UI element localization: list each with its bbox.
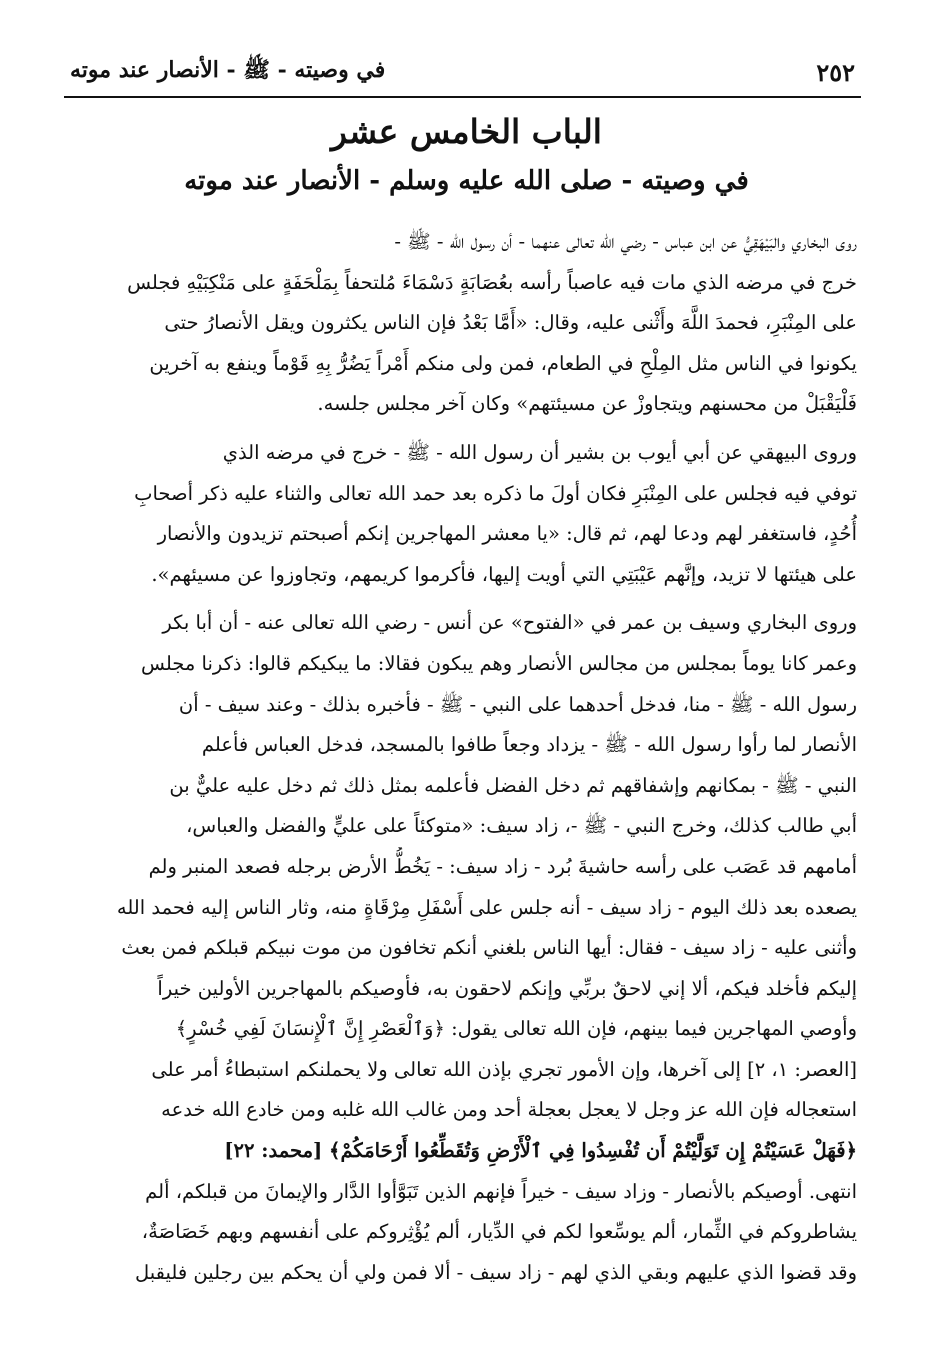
chapter-title: الباب الخامس عشر xyxy=(331,112,602,151)
paragraph-1 xyxy=(68,222,857,425)
text-line: [العصر: ١، ٢] إلى آخرها، وإن الأمور تجري بإذن الله تعالى ولا يحملنكم استبطاءُ أمر على xyxy=(151,1057,857,1081)
paragraph-3 xyxy=(68,603,857,1293)
text-line: وروى البيهقي عن أبي أيوب بن بشير أن رسول الله - ﷺ - خرج في مرضه الذي xyxy=(222,440,857,464)
text-line: النبي - ﷺ - بمكانهم وإشفاقهم ثم دخل الفضل فأعلمه بمثل ذلك ثم دخل عليه عليٌّ بن xyxy=(169,773,857,797)
text-line: على هيئتها لا تزيد، وإنَّهم عَيْبَتِي التي أويت إليها، فأكرموا كريمهم، وتجاوزوا عن مسيئهم». xyxy=(151,562,857,586)
text-line: فَلْيَقْبَلْ من محسنهم ويتجاوزْ عن مسيئتهم» وكان آخر مجلس جلسه. xyxy=(317,392,857,416)
page-number: ٢٥٢ xyxy=(816,57,855,87)
text-line: إليكم فأخلد فيكم، ألا إني لاحقٌ بربِّي وإنكم لاحقون به، فأوصيكم بالمهاجرين الأولين خيراً xyxy=(157,976,857,1000)
text-line: خرج في مرضه الذي مات فيه عاصباً رأسه بعُصَابَةٍ دَسْمَاءَ مُلتحفاً بِمَلْحَفَةٍ على مَنْكِبَيْهِ فجلس xyxy=(127,270,857,294)
running-header xyxy=(70,52,855,92)
text-line: أُحُدٍ، فاستغفر لهم ودعا لهم، ثم قال: «يا معشر المهاجرين إنكم أصبحتم تزيدون والأنصار xyxy=(157,522,857,546)
text-line: وأوصي المهاجرين فيما بينهم، فإن الله تعالى يقول: ﴿وَٱلْعَصْرِ إِنَّ ٱلْإِنسَانَ لَفِي خُسْرٍ﴾ xyxy=(175,1017,857,1041)
chapter-subtitle: في وصيته - صلى الله عليه وسلم - الأنصار عند موته xyxy=(184,166,749,196)
text-line: وعمر كانا يوماً بمجلس من مجالس الأنصار وهم يبكون فقالا: ما يبكيكم قالوا: ذكرنا مجلس xyxy=(140,651,857,675)
text-line: أبي طالب كذلك، وخرج النبي - ﷺ -، زاد سيف: «متوكئاً على عليٍّ والفضل والعباس، xyxy=(186,814,857,838)
header-rule xyxy=(64,96,861,98)
text-line: وأثنى عليه - زاد سيف - فقال: أيها الناس بلغني أنكم تخافون من موت نبيكم قبلكم فمن بعث xyxy=(121,936,857,960)
text-line: على المِنْبَرِ، فحمدَ اللَّهَ وأَثْنى عليه، وقال: «أَمَّا بَعْدُ فإن الناس يكثرون ويقل الأنصارُ حتى xyxy=(164,311,857,335)
text-line: يكونوا في الناس مثل المِلْحِ في الطعام، فمن ولى منكم أَمْراً يَضُرُّ بِهِ قَوْماً وينفع به آخرين xyxy=(149,351,857,375)
text-line: استعجاله فإن الله عز وجل لا يعجل بعجلة أحد ومن غالب الله غلبه ومن خادع الله خدعه xyxy=(161,1098,857,1122)
text-line: يشاطروكم في الثِّمار، ألم يوسِّعوا لكم في الدِّيار، ألم يُؤْثِروكم على أنفسهم وبهم خَصَاصَةٌ، xyxy=(141,1220,857,1244)
running-title: في وصيته - ﷺ - الأنصار عند موته xyxy=(70,57,386,83)
body-text xyxy=(68,222,857,1293)
text-line: روى البخاري والبَيْهَقِيُّ عن ابن عباس - رضي الله تعالى عنهما - أن رسول الله - ﷺ - xyxy=(394,230,857,253)
quran-verse-line: ﴿فَهَلْ عَسَيْتُمْ إِن تَوَلَّيْتُمْ أَن تُفْسِدُوا فِي ٱلْأَرْضِ وَتُقَطِّعُوا أَرْحَامَكُمْ﴾ [محمد: ٢٢] xyxy=(224,1139,857,1163)
text-line: الأنصار لما رأوا رسول الله - ﷺ - يزداد وجعاً طافوا بالمسجد، فدخل العباس فأعلم xyxy=(201,733,857,757)
text-line: وروى البخاري وسيف بن عمر في «الفتوح» عن أنس - رضي الله تعالى عنه - أن أبا بكر xyxy=(162,611,857,635)
text-line: أمامهم قد عَصَب على رأسه حاشيةَ بُرد - زاد سيف: - يَخُطُّ الأرض برجله فصعد المنبر ولم xyxy=(148,854,857,878)
text-line: وقد قضوا الذي عليهم وبقي الذي لهم - زاد سيف - ألا فمن ولي أن يحكم بين رجلين فليقبل xyxy=(135,1260,857,1284)
text-line: يصعده بعد ذلك اليوم - زاد سيف - أنه جلس على أَسْفَلِ مِرْقَاةٍ منه، وثار الناس إليه فحمد الله xyxy=(116,895,857,919)
paragraph-2 xyxy=(68,433,857,595)
text-line: انتهى. أوصيكم بالأنصار - وزاد سيف - خيراً فإنهم الذين تَبَوَّأوا الدَّار والإيمانَ من قبلكم، ألم xyxy=(145,1179,857,1203)
text-line: توفي فيه فجلس على المِنْبَرِ فكان أولَ ما ذكره بعد حمد الله تعالى والثناء عليه ذكر أصحابِ xyxy=(134,481,857,505)
text-line: رسول الله - ﷺ - منا، فدخل أحدهما على النبي - ﷺ - فأخبره بذلك - وعند سيف - أن xyxy=(178,692,857,716)
